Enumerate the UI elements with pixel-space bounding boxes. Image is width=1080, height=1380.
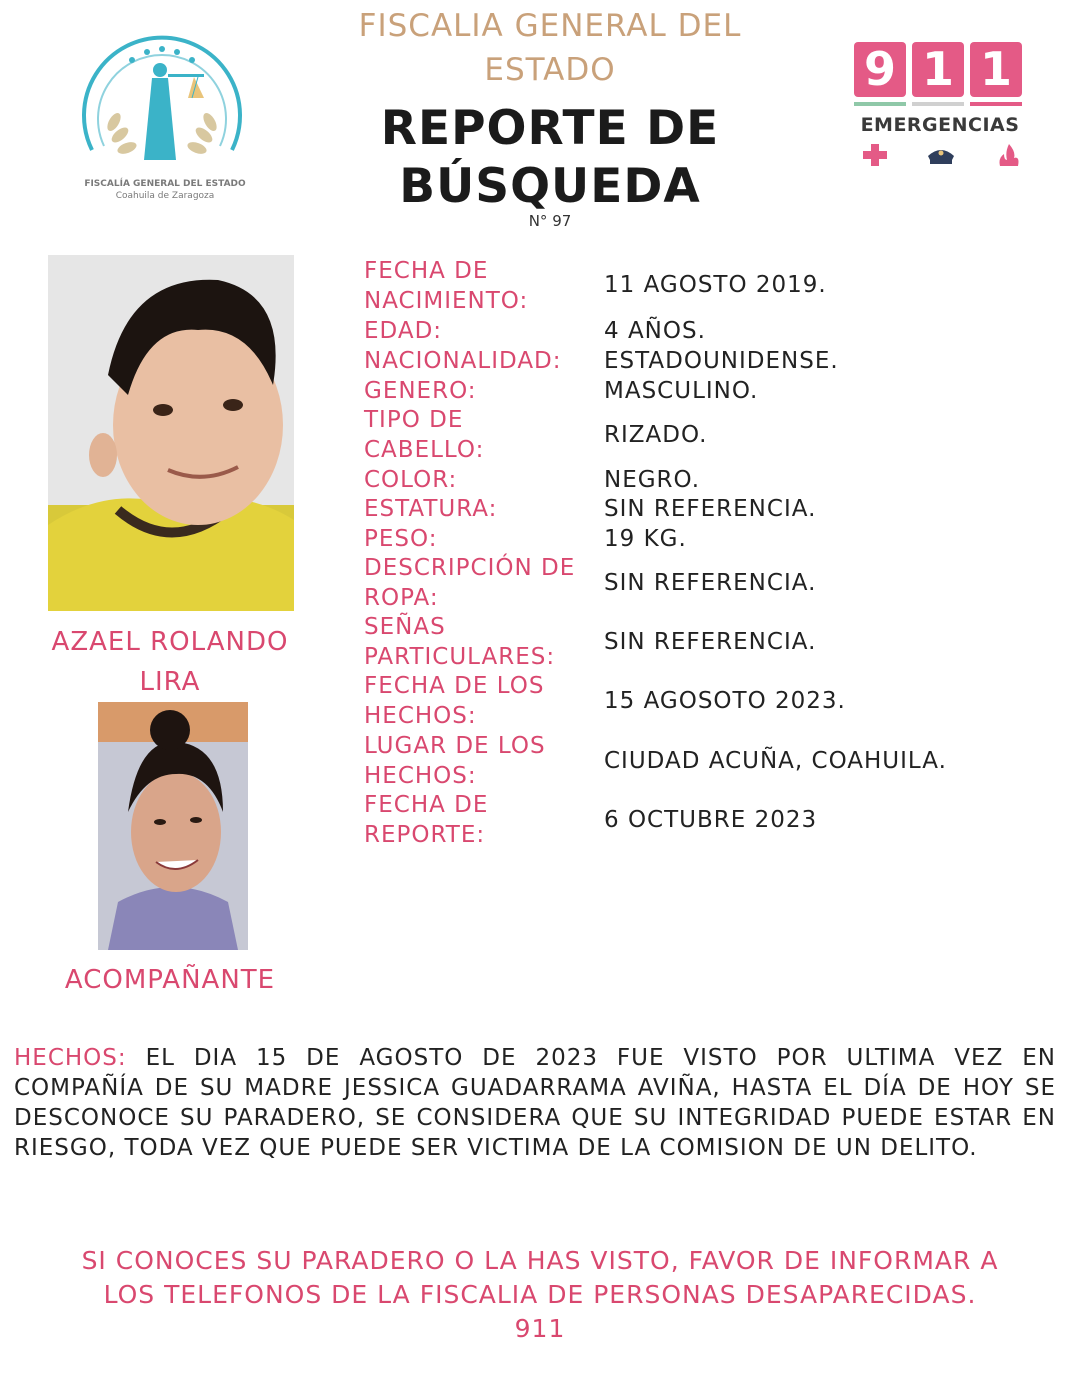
badge-label: EMERGENCIAS — [860, 114, 1020, 136]
report-title — [330, 100, 770, 216]
report-number: N° 97 — [528, 212, 572, 230]
field-value: 4 AÑOS. — [604, 318, 706, 344]
emergency-911-badge — [850, 42, 1030, 172]
field-value: 19 KG. — [604, 526, 687, 552]
missing-child-photo — [48, 255, 294, 611]
field-value: 15 AGOSOTO 2023. — [604, 688, 846, 714]
call-to-action-phone: 911 — [514, 1314, 566, 1343]
field-value: SIN REFERENCIA. — [604, 496, 817, 522]
facts-label: HECHOS: — [14, 1045, 127, 1071]
badge-bar-green — [854, 102, 906, 106]
field-value: CIUDAD ACUÑA, COAHUILA. — [604, 748, 947, 774]
logo-caption-line2: Coahuila de Zaragoza — [115, 191, 215, 201]
facts-paragraph — [14, 1043, 1056, 1163]
agency-name-line1: FISCALIA GENERAL DEL — [358, 8, 742, 44]
field-label: ESTATURA: — [364, 496, 498, 522]
badge-bar-red — [970, 102, 1022, 106]
companion-label: ACOMPAÑANTE — [64, 965, 276, 995]
field-label: FECHA DE LOS HECHOS: — [364, 673, 545, 729]
field-label: FECHA DE REPORTE: — [364, 792, 489, 848]
field-value: 11 AGOSTO 2019. — [604, 272, 827, 298]
facts-text: EL DIA 15 DE AGOSTO DE 2023 FUE VISTO POR ULTIMA VEZ EN COMPAÑÍA DE SU MADRE JESSICA GUADARRAMA AVIÑA, HASTA EL DÍA DE HOY SE DESCONOCE SU PARADERO, SE CONSIDERA QUE SU INTEGRIDAD PUEDE ESTAR EN RIESGO, TODA VEZ QUE PUEDE SER VICTIMA DE LA COMISION DE UN DELITO. — [14, 1045, 1056, 1161]
missing-person-name-line1: AZAEL ROLANDO — [51, 627, 289, 657]
justice-statue-icon — [72, 30, 252, 180]
agency-name-line2: ESTADO — [484, 52, 616, 88]
field-value: 6 OCTUBRE 2023 — [604, 807, 818, 833]
field-label: LUGAR DE LOS HECHOS: — [364, 733, 546, 789]
badge-digit-1: 9 — [854, 42, 906, 97]
report-title-line1: REPORTE DE — [380, 101, 720, 156]
field-value: SIN REFERENCIA. — [604, 629, 817, 655]
field-label: NACIONALIDAD: — [364, 348, 562, 374]
agency-name — [300, 4, 800, 92]
logo-caption-line1: FISCALÍA GENERAL DEL ESTADO — [84, 179, 246, 189]
logo-caption — [60, 178, 270, 202]
field-label: EDAD: — [364, 318, 443, 344]
field-label: FECHA DE NACIMIENTO: — [364, 258, 529, 314]
field-value: RIZADO. — [604, 422, 708, 448]
cross-icon — [860, 142, 890, 168]
field-label: DESCRIPCIÓN DE ROPA: — [364, 555, 576, 611]
field-label: COLOR: — [364, 467, 458, 493]
companion-photo — [98, 702, 248, 950]
field-label: TIPO DE CABELLO: — [364, 407, 485, 463]
call-to-action-line1: SI CONOCES SU PARADERO O LA HAS VISTO, FAVOR DE INFORMAR A — [81, 1246, 999, 1275]
field-value: MASCULINO. — [604, 378, 759, 404]
report-title-line2: BÚSQUEDA — [399, 159, 701, 214]
badge-digit-3: 1 — [970, 42, 1022, 97]
field-value: ESTADOUNIDENSE. — [604, 348, 839, 374]
field-label: SEÑAS PARTICULARES: — [364, 614, 556, 670]
call-to-action — [20, 1244, 1060, 1346]
fire-icon — [994, 142, 1024, 168]
badge-digit-2: 1 — [912, 42, 964, 97]
field-label: PESO: — [364, 526, 438, 552]
call-to-action-line2: LOS TELEFONOS DE LA FISCALIA DE PERSONAS DESAPARECIDAS. — [103, 1280, 977, 1309]
field-value: NEGRO. — [604, 467, 701, 493]
police-cap-icon — [926, 142, 956, 168]
field-label: GENERO: — [364, 378, 477, 404]
field-value: SIN REFERENCIA. — [604, 570, 817, 596]
missing-person-name-line2: LIRA — [139, 667, 201, 697]
badge-bar-white — [912, 102, 964, 106]
missing-person-name — [30, 622, 310, 702]
